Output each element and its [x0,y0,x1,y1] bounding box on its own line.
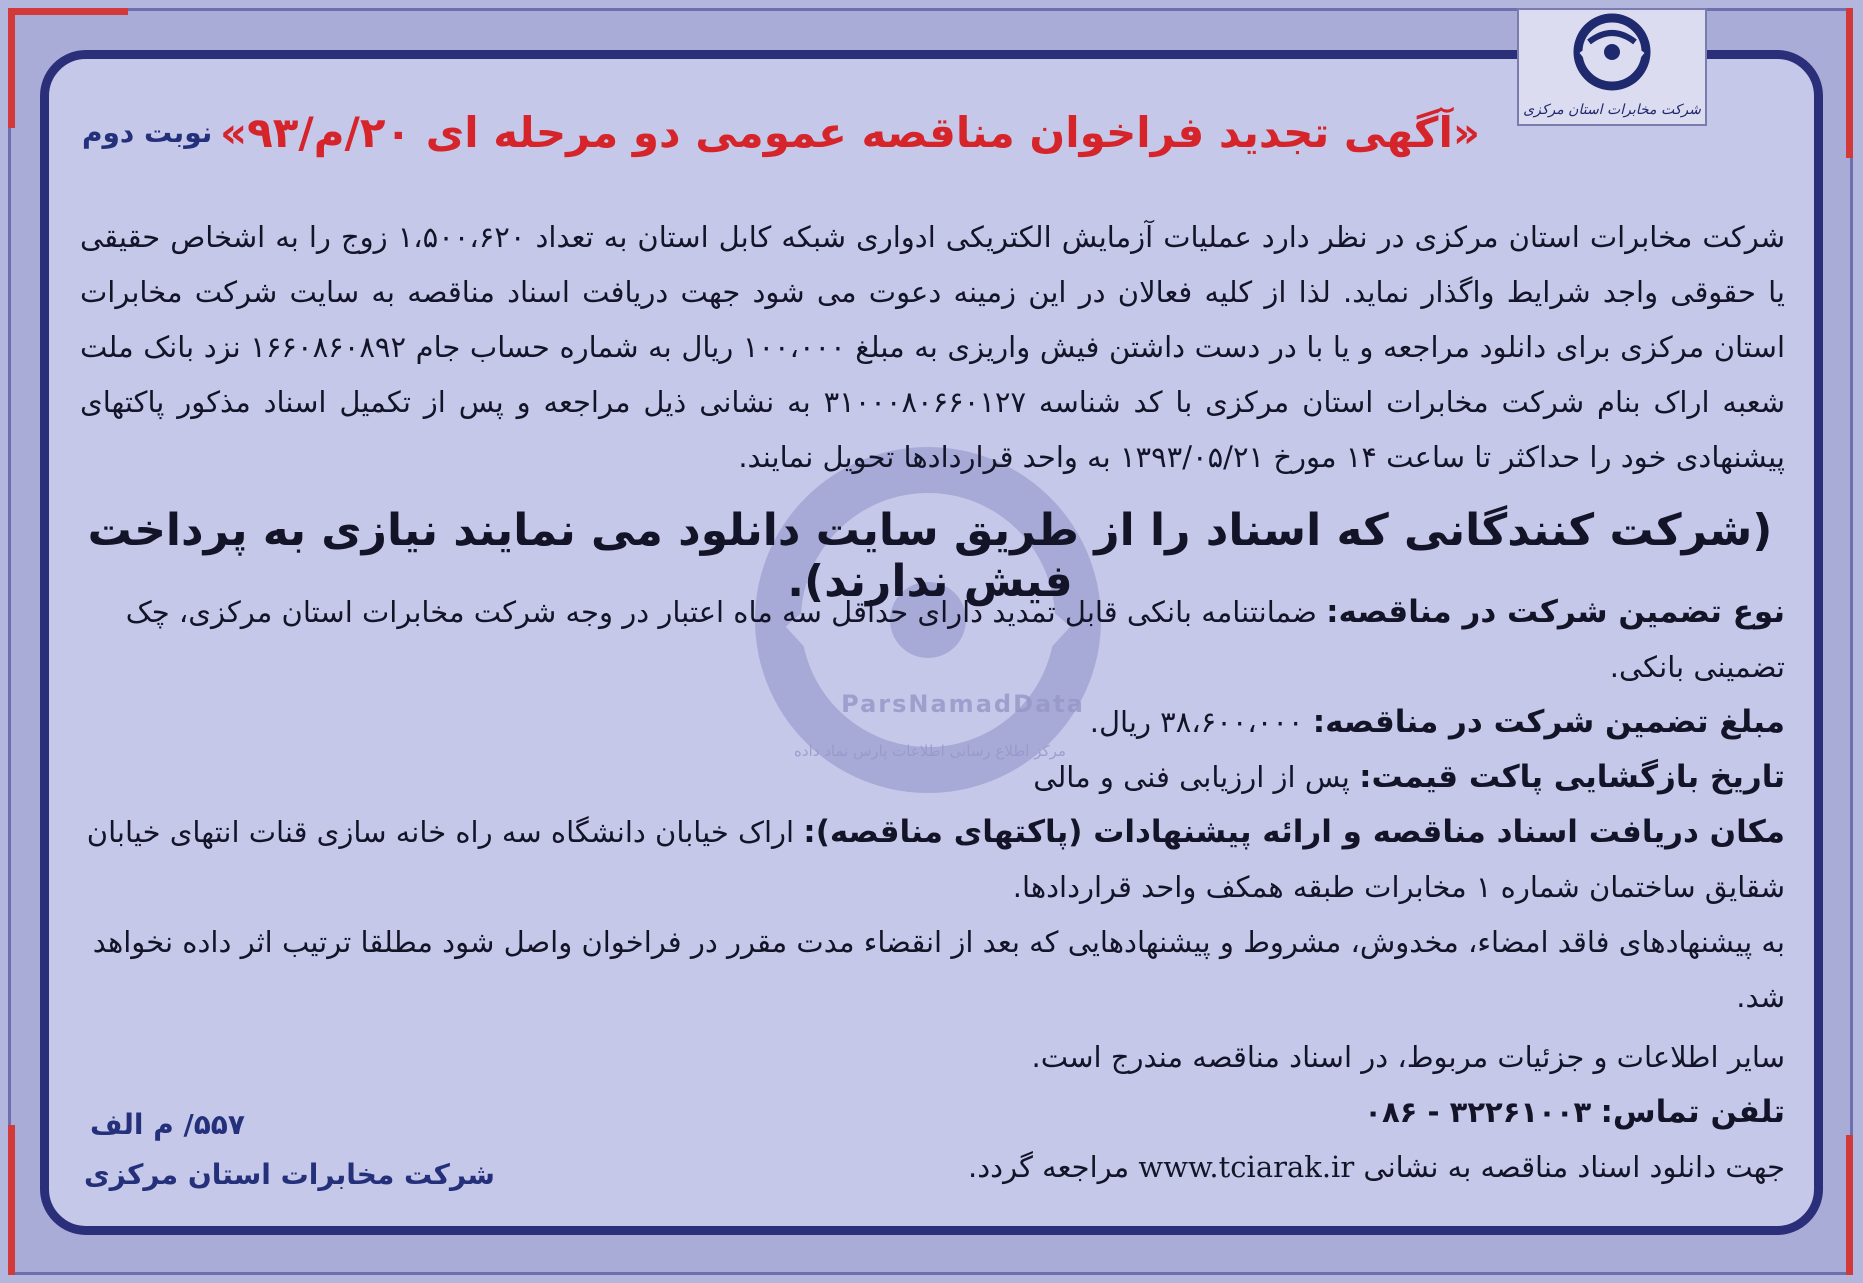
amount-value: ۳۸،۶۰۰،۰۰۰ ریال. [1089,705,1304,739]
location-value: اراک خیابان دانشگاه سه راه خانه سازی قنات انتهای خیابان شقایق ساختمان شماره ۱ مخابرات طبقه همکف واحد قراردادها. [86,815,1785,904]
opening-label: تاریخ بازگشایی پاکت قیمت: [1359,759,1785,795]
phone-label: تلفن تماس: [1600,1094,1785,1130]
publication-turn: نوبت دوم [82,116,213,149]
download-prefix: جهت دانلود اسناد مناقصه به نشانی [1363,1150,1785,1184]
guarantee-value: ضمانتنامه بانکی قابل تمدید دارای حداقل سه ماه اعتبار در وجه شرکت مخابرات استان مرکزی، چک تضمینی بانکی. [125,595,1785,684]
guarantee-amount [80,695,1785,750]
corner-accent [8,1125,15,1275]
corner-accent [1846,8,1853,158]
opening-value: پس از ارزیابی فنی و مالی [1033,760,1350,794]
notice-title: «آگهی تجدید فراخوان مناقصه عمومی دو مرحله ای ۲۰/م/۹۳» [219,108,1481,157]
opening-date [80,750,1785,805]
location-label: مکان دریافت اسناد مناقصه و ارائه پیشنهادات (پاکتهای مناقصه): [803,814,1785,850]
intro-paragraph: شرکت مخابرات استان مرکزی در نظر دارد عملیات آزمایش الکتریکی ادواری شبکه کابل استان به تعداد ۱،۵۰۰،۶۲۰ زوج را به اشخاص حقیقی یا حقوقی واجد شرایط واگذار نماید. لذا از کلیه فعالان در این زمینه دعوت می شود جهت دریافت اسناد مناقصه به سایت شرکت مخابرات استان مرکزی برای دانلود مراجعه و یا با در دست داشتن فیش واریزی به مبلغ ۱۰۰،۰۰۰ ریال به شماره حساب جام ۱۶۶۰۸۶۰۸۹۲ نزد بانک ملت شعبه اراک بنام شرکت مخابرات استان مرکزی با کد شناسه ۳۱۰۰۰۸۰۶۶۰۱۲۷ به نشانی ذیل مراجعه و پس از تکمیل اسناد مذکور پاکتهای پیشنهادی خود را حداکثر تا ساعت ۱۴ مورخ ۱۳۹۳/۰۵/۲۱ به واحد قراردادها تحویل نمایند. [80,220,1786,474]
telecom-logo-icon [1519,12,1705,102]
download-notice: (شرکت کنندگانی که اسناد را از طریق سایت دانلود می نمایند نیازی به پرداخت فیش ندارند). [87,505,1773,607]
download-suffix: مراجعه گردد. [968,1150,1130,1184]
contact-phone [80,1085,1785,1140]
corner-accent [1846,1135,1853,1275]
logo-caption: شرکت مخابرات استان مرکزی [1523,102,1701,118]
guarantee-type [80,585,1785,695]
footer-company: شرکت مخابرات استان مرکزی [84,1158,495,1191]
watermark-brand: ParsNamadData [841,690,1085,718]
rejection-clause: به پیشنهادهای فاقد امضاء، مخدوش، مشروط و پیشنهادهایی که بعد از انقضاء مدت مقرر در فراخوان واصل شود مطلقا ترتیب اثر داده نخواهد شد. [92,925,1785,1014]
download-url[interactable]: www.tciarak.ir [1138,1150,1355,1184]
guarantee-label: نوع تضمین شرکت در مناقصه: [1326,594,1785,630]
watermark-subtitle: مرکز اطلاع رسانی اطلاعات پارس نماد داده [794,742,1066,760]
submission-location [80,805,1785,915]
notice-number: ۵۵۷/ م الف [90,1108,245,1141]
corner-accent [8,8,128,15]
phone-value: ۳۲۲۶۱۰۰۳ - ۰۸۶ [1364,1095,1592,1129]
other-info: سایر اطلاعات و جزئیات مربوط، در اسناد مناقصه مندرج است. [1031,1040,1785,1074]
amount-label: مبلغ تضمین شرکت در مناقصه: [1312,704,1785,740]
corner-accent [8,8,15,128]
